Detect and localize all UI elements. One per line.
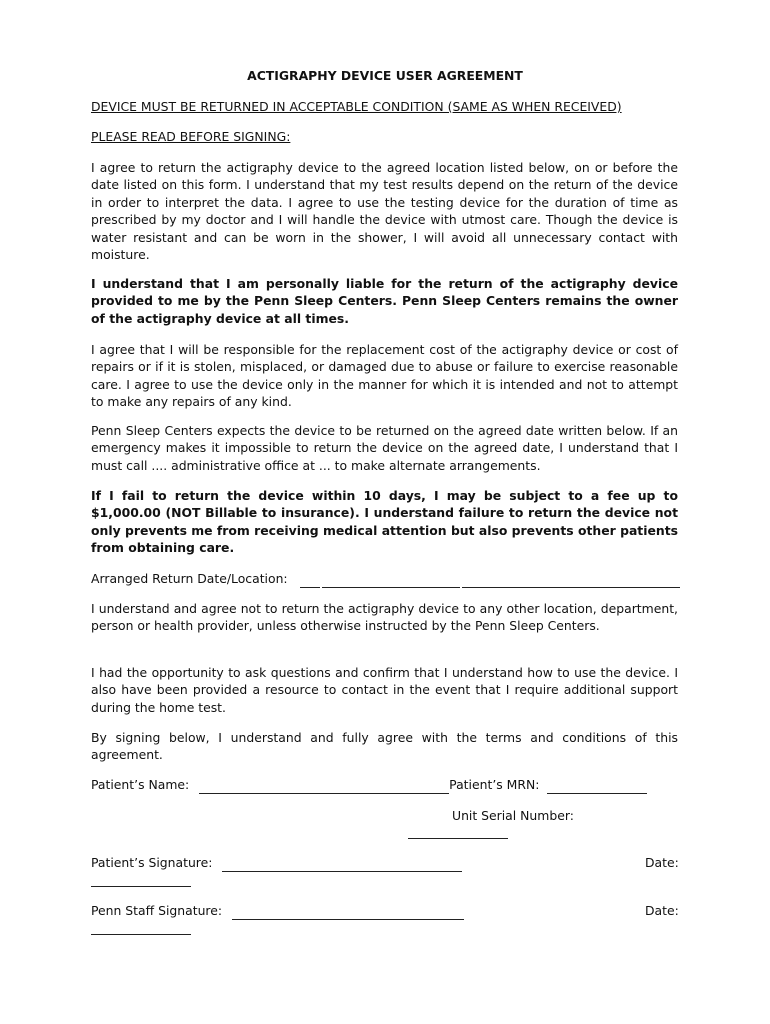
staff-signature-date-label: Date: [645, 903, 679, 918]
staff-signature-label: Penn Staff Signature: [91, 903, 223, 918]
patient-mrn-field[interactable] [547, 776, 647, 794]
return-location-field[interactable] [322, 570, 460, 588]
patient-signature-label: Patient’s Signature: [91, 855, 213, 870]
staff-signature-row [91, 902, 464, 920]
no-other-location-paragraph: I understand and agree not to return the actigraphy device to any other location, department, person or health provider, unless otherwise instructed by the Penn Sleep Centers. [91, 601, 678, 634]
questions-paragraph: I had the opportunity to ask questions and confirm that I understand how to use the device. I also have been provided a resource to contact in the event that I require additional support during the home test. [91, 665, 678, 715]
patient-mrn-label: Patient’s MRN: [449, 777, 540, 792]
late-fee-paragraph: If I fail to return the device within 10 days, I may be subject to a fee up to $1,000.00 (NOT Billable to insurance). I understand failure to return the device not only prevents me from receiving medical attention but also prevents other patients from obtaining care. [91, 488, 678, 556]
return-date-location-row [91, 570, 680, 588]
document-title: ACTIGRAPHY DEVICE USER AGREEMENT [247, 68, 523, 83]
patient-signature-date-field[interactable] [91, 886, 191, 887]
return-date-field[interactable] [300, 570, 320, 588]
return-date-paragraph: Penn Sleep Centers expects the device to be returned on the agreed date written below. If an emergency makes it impossible to return the device on the agreed date, I understand that I must call .... administrative office at ... to make alternate arrangements. [91, 423, 678, 473]
staff-signature-field[interactable] [232, 902, 464, 920]
return-agreement-paragraph: I agree to return the actigraphy device to the agreed location listed below, on or before the date listed on this form. I understand that my test results depend on the return of the device in order to interpret the data. I agree to use the testing device for the duration of time as prescribed by my doctor and I will handle the device with utmost care. Though the device is water resistant and can be worn in the shower, I will avoid all unnecessary contact with moisture. [91, 160, 678, 263]
signing-agreement-paragraph: By signing below, I understand and fully agree with the terms and conditions of this agreement. [91, 730, 678, 763]
patient-signature-date-label: Date: [645, 855, 679, 870]
return-condition-notice: DEVICE MUST BE RETURNED IN ACCEPTABLE CONDITION (SAME AS WHEN RECEIVED) [91, 99, 622, 114]
staff-signature-date-field[interactable] [91, 934, 191, 935]
patient-name-label: Patient’s Name: [91, 777, 190, 792]
unit-serial-label: Unit Serial Number: [452, 808, 574, 823]
patient-name-field[interactable] [199, 776, 449, 794]
patient-signature-field[interactable] [222, 854, 462, 872]
patient-name-row [91, 776, 647, 794]
return-location-field-extended[interactable] [462, 570, 680, 588]
return-date-location-label: Arranged Return Date/Location: [91, 571, 288, 586]
read-before-signing-notice: PLEASE READ BEFORE SIGNING: [91, 129, 291, 144]
unit-serial-field[interactable] [408, 838, 508, 839]
replacement-cost-paragraph: I agree that I will be responsible for the replacement cost of the actigraphy device or cost of repairs or if it is stolen, misplaced, or damaged due to abuse or failure to exercise reasonable care. I agree to use the device only in the manner for which it is intended and not to attempt to make any repairs of any kind. [91, 342, 678, 410]
liability-paragraph: I understand that I am personally liable for the return of the actigraphy device provided to me by the Penn Sleep Centers. Penn Sleep Centers remains the owner of the actigraphy device at all times. [91, 276, 678, 326]
patient-signature-row [91, 854, 462, 872]
